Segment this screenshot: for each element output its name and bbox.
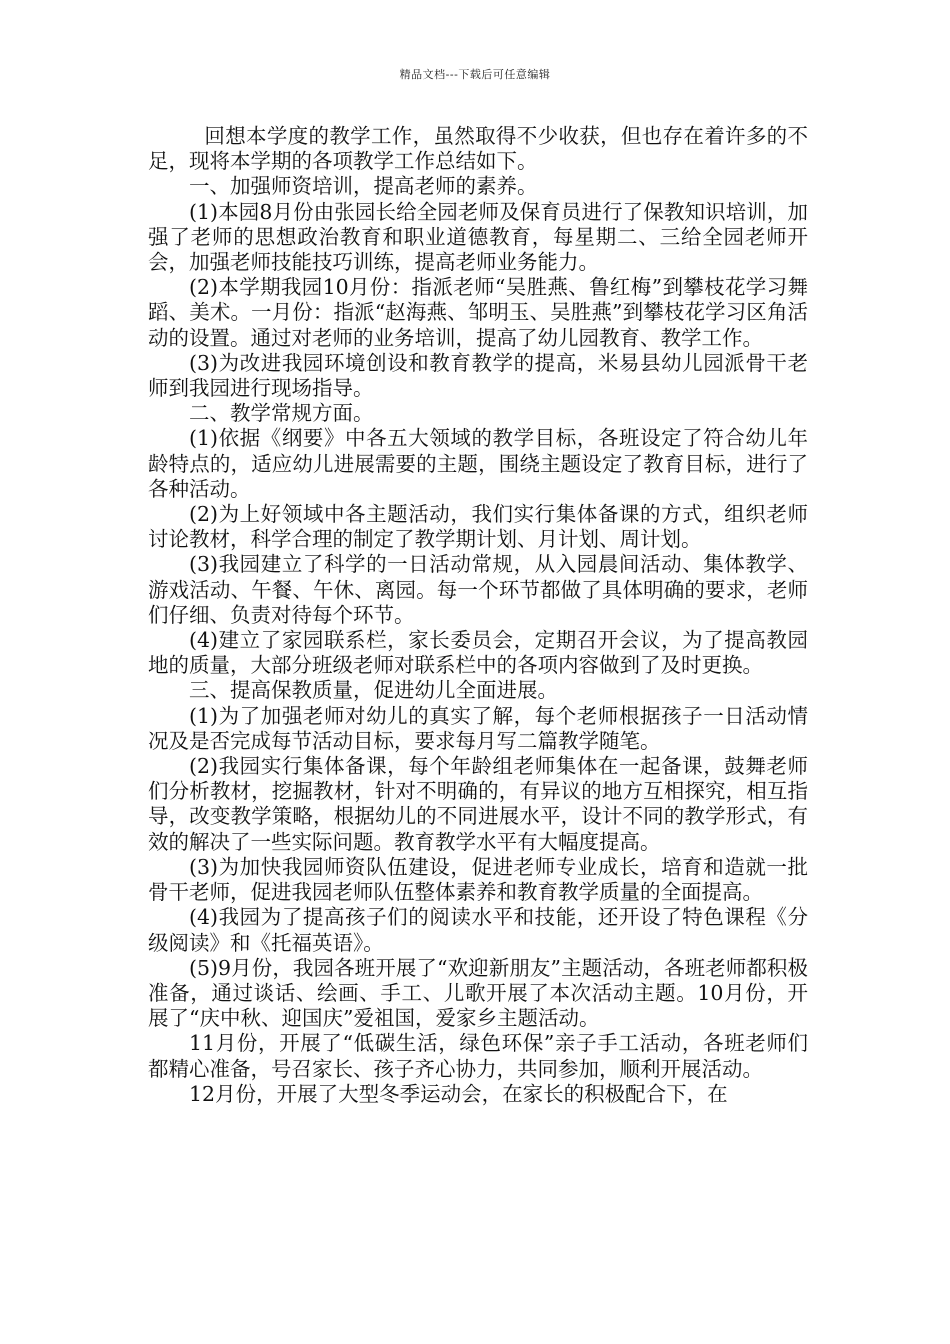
section-heading-1: 一、加强师资培训，提高老师的素养。 bbox=[189, 174, 538, 199]
paragraph: (1)为了加强老师对幼儿的真实了解，每个老师根据孩子一日活动情况及是否完成每节活动目标，要求每月写二篇教学随笔。 bbox=[148, 703, 808, 753]
document-body bbox=[148, 124, 808, 1107]
section-heading-3: 三、提高保教质量，促进幼儿全面进展。 bbox=[189, 678, 558, 703]
paragraph: (3)为改进我园环境创设和教育教学的提高，米易县幼儿园派骨干老师到我园进行现场指导。 bbox=[148, 350, 808, 401]
paragraph: (2)本学期我园10月份：指派老师“吴胜燕、鲁红梅”到攀枝花学习舞蹈、美术。一月份：指派“赵海燕、邹明玉、吴胜燕”到攀枝花学习区角活动的设置。通过对老师的业务培训，提高了幼儿园教育、教学工作。 bbox=[148, 275, 808, 350]
page-header: 精品文档---下载后可任意编辑 bbox=[399, 68, 551, 81]
paragraph: (1)依据《纲要》中各五大领域的教学目标，各班设定了符合幼儿年龄特点的，适应幼儿进展需要的主题，围绕主题设定了教育目标，进行了各种活动。 bbox=[148, 426, 808, 501]
paragraph: (1)本园8月份由张园长给全园老师及保育员进行了保教知识培训，加强了老师的思想政治教育和职业道德教育，每星期二、三给全园老师开会，加强老师技能技巧训练，提高老师业务能力。 bbox=[148, 199, 808, 275]
paragraph: (3)我园建立了科学的一日活动常规，从入园晨间活动、集体教学、游戏活动、午餐、午休、离园。每一个环节都做了具体明确的要求，老师们仔细、负责对待每个环节。 bbox=[148, 552, 808, 627]
paragraph: 11月份，开展了“低碳生活，绿色环保”亲子手工活动，各班老师们都精心准备，号召家长、孩子齐心协力，共同参加，顺利开展活动。 bbox=[148, 1031, 808, 1081]
paragraph: (4)我园为了提高孩子们的阅读水平和技能，还开设了特色课程《分级阅读》和《托福英语》。 bbox=[148, 905, 808, 955]
paragraph: (5)9月份，我园各班开展了“欢迎新朋友”主题活动，各班老师都积极准备，通过谈话、绘画、手工、儿歌开展了本次活动主题。10月份，开展了“庆中秋、迎国庆”爱祖国，爱家乡主题活动。 bbox=[148, 955, 808, 1031]
paragraph: 12月份，开展了大型冬季运动会，在家长的积极配合下，在 bbox=[189, 1081, 728, 1106]
paragraph: (2)我园实行集体备课，每个年龄组老师集体在一起备课，鼓舞老师们分析教材，挖掘教材，针对不明确的，有异议的地方互相探究，相互指导，改变教学策略，根据幼儿的不同进展水平，设计不同的教学形式，有效的解决了一些实际问题。教育教学水平有大幅度提高。 bbox=[148, 754, 808, 854]
paragraph: (2)为上好领域中各主题活动，我们实行集体备课的方式，组织老师讨论教材，科学合理的制定了教学期计划、月计划、周计划。 bbox=[148, 502, 808, 552]
paragraph: (3)为加快我园师资队伍建设，促进老师专业成长，培育和造就一批骨干老师，促进我园老师队伍整体素养和教育教学质量的全面提高。 bbox=[148, 854, 808, 905]
section-heading-2: 二、教学常规方面。 bbox=[189, 401, 374, 426]
paragraph-intro: 回想本学度的教学工作，虽然取得不少收获，但也存在着许多的不足，现将本学期的各项教学工作总结如下。 bbox=[148, 124, 808, 174]
paragraph: (4)建立了家园联系栏，家长委员会，定期召开会议，为了提高教园地的质量，大部分班级老师对联系栏中的各项内容做到了及时更换。 bbox=[148, 628, 808, 678]
